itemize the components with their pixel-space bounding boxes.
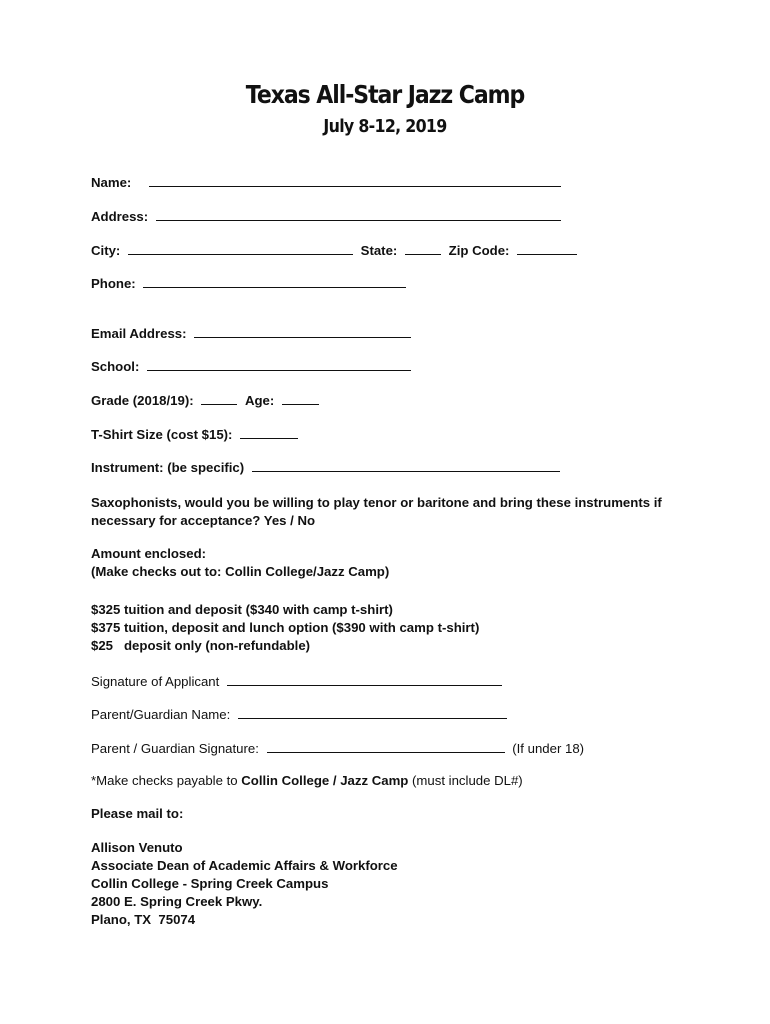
email-row: [91, 324, 411, 342]
payable-note-prefix: *Make checks payable to: [91, 773, 242, 788]
state-label: State:: [360, 243, 398, 258]
tshirt-row: [91, 425, 298, 443]
email-blank[interactable]: [194, 324, 411, 338]
address-label: Address:: [91, 209, 149, 224]
city-label: City:: [91, 243, 121, 258]
payment-option: $375 tuition, deposit and lunch option ($390 with camp t-shirt): [91, 620, 480, 635]
instrument-label: Instrument: (be specific): [91, 460, 245, 475]
form-title: Texas All-Star Jazz Camp: [245, 80, 525, 109]
name-blank[interactable]: [149, 173, 561, 187]
mailing-address-line: Collin College - Spring Creek Campus: [91, 876, 329, 891]
phone-label: Phone:: [91, 276, 136, 291]
amount-enclosed-label: Amount enclosed:: [91, 546, 207, 561]
instrument-blank[interactable]: [252, 458, 560, 472]
payment-options: [91, 601, 479, 655]
city-state-zip-row: [91, 241, 577, 259]
grade-label: Grade (2018/19):: [91, 393, 194, 408]
mailing-address-line: Associate Dean of Academic Affairs & Workforce: [91, 858, 398, 873]
name-row: [91, 173, 561, 191]
mailing-address-line: Allison Venuto: [91, 840, 183, 855]
guardian-name-label: Parent/Guardian Name:: [91, 707, 231, 722]
payable-note: [91, 772, 523, 790]
applicant-signature-blank[interactable]: [227, 672, 502, 686]
saxophone-question-line-2: necessary for acceptance? Yes / No: [91, 513, 316, 528]
instrument-row: [91, 458, 560, 476]
zip-blank[interactable]: [517, 241, 577, 255]
payment-option: $25 deposit only (non-refundable): [91, 638, 311, 653]
school-row: [91, 357, 411, 375]
city-blank[interactable]: [128, 241, 353, 255]
guardian-signature-row: [91, 739, 584, 757]
school-label: School:: [91, 359, 140, 374]
camp-dates: July 8-12, 2019: [323, 116, 447, 137]
payment-option: $325 tuition and deposit ($340 with camp t-shirt): [91, 602, 393, 617]
mail-heading: Please mail to:: [91, 806, 184, 821]
school-blank[interactable]: [147, 357, 411, 371]
zip-label: Zip Code:: [448, 243, 510, 258]
address-blank[interactable]: [156, 207, 561, 221]
guardian-signature-blank[interactable]: [267, 739, 505, 753]
state-blank[interactable]: [405, 241, 441, 255]
grade-blank[interactable]: [201, 391, 237, 405]
tshirt-label: T-Shirt Size (cost $15):: [91, 427, 233, 442]
checks-note: (Make checks out to: Collin College/Jazz Camp): [91, 564, 390, 579]
address-row: [91, 207, 561, 225]
tshirt-blank[interactable]: [240, 425, 298, 439]
saxophone-question: [91, 494, 662, 530]
phone-blank[interactable]: [143, 274, 406, 288]
age-label: Age:: [244, 393, 275, 408]
saxophone-question-line-1: Saxophonists, would you be willing to play tenor or baritone and bring these instruments if: [91, 495, 662, 510]
payable-note-payee: Collin College / Jazz Camp: [241, 773, 409, 788]
amount-enclosed: [91, 545, 389, 581]
applicant-signature-label: Signature of Applicant: [91, 674, 220, 689]
grade-age-row: [91, 391, 319, 409]
phone-row: [91, 274, 406, 292]
name-label: Name:: [91, 175, 132, 190]
guardian-signature-note: (If under 18): [512, 741, 585, 756]
guardian-signature-label: Parent / Guardian Signature:: [91, 741, 259, 756]
guardian-name-row: [91, 705, 507, 723]
payable-note-suffix: (must include DL#): [408, 773, 523, 788]
mailing-address-line: Plano, TX 75074: [91, 912, 196, 927]
email-label: Email Address:: [91, 326, 187, 341]
guardian-name-blank[interactable]: [238, 705, 507, 719]
age-blank[interactable]: [282, 391, 319, 405]
mailing-address: [91, 839, 398, 929]
applicant-signature-row: [91, 672, 502, 690]
mailing-address-line: 2800 E. Spring Creek Pkwy.: [91, 894, 263, 909]
